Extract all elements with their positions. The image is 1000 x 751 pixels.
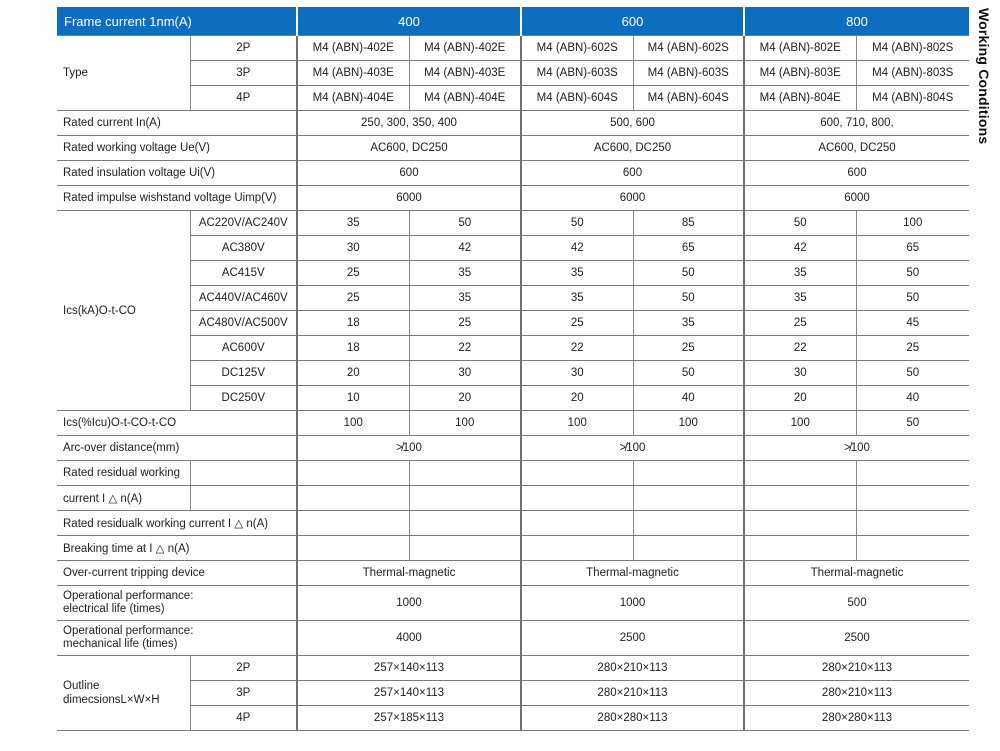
- type-row: [57, 86, 969, 111]
- value-cell: 35: [521, 261, 633, 286]
- value-cell: 40: [633, 386, 744, 411]
- value-cell: 2500: [521, 621, 744, 656]
- voltage-label: AC480V/AC500V: [190, 311, 297, 336]
- pole-label: 4P: [190, 86, 297, 111]
- value-cell: 22: [409, 336, 521, 361]
- mechanical-life-label: [57, 621, 297, 656]
- value-cell: AC600, DC250: [297, 136, 521, 161]
- value-cell: 42: [409, 236, 521, 261]
- value-cell: 30: [409, 361, 521, 386]
- model-cell: M4 (ABN)-403E: [409, 61, 521, 86]
- value-cell: AC600, DC250: [744, 136, 969, 161]
- voltage-label: AC440V/AC460V: [190, 286, 297, 311]
- model-cell: M4 (ABN)-402E: [297, 36, 409, 61]
- empty-cell: [633, 461, 744, 486]
- value-cell: 100: [633, 411, 744, 436]
- empty-cell: [521, 536, 633, 561]
- working-voltage-label: Rated working voltage Ue(V): [57, 136, 297, 161]
- value-cell: 100: [409, 411, 521, 436]
- working-voltage-row: [57, 136, 969, 161]
- outline-label-line1: Outline: [63, 680, 100, 692]
- pole-label: 3P: [190, 681, 297, 706]
- residual-label: current I △ n(A): [57, 486, 190, 511]
- empty-cell: [297, 536, 409, 561]
- model-cell: M4 (ABN)-803E: [744, 61, 856, 86]
- value-cell: 6000: [297, 186, 521, 211]
- breaking-time-label: Breaking time at I △ n(A): [57, 536, 297, 561]
- value-cell: 50: [856, 261, 969, 286]
- empty-cell: [744, 511, 856, 536]
- model-cell: M4 (ABN)-604S: [633, 86, 744, 111]
- ics-row: [57, 336, 969, 361]
- section-title-working-conditions: Working Conditions: [976, 8, 992, 145]
- frame-800-header: 800: [744, 7, 969, 36]
- residual-row: [57, 486, 969, 511]
- value-cell: 50: [856, 411, 969, 436]
- value-cell: 600: [521, 161, 744, 186]
- value-cell: 600: [297, 161, 521, 186]
- value-cell: 6000: [521, 186, 744, 211]
- value-cell: 257×185×113: [297, 706, 521, 731]
- type-row: [57, 36, 969, 61]
- empty-cell: [633, 486, 744, 511]
- arc-over-row: [57, 436, 969, 461]
- value-cell: 500, 600: [521, 111, 744, 136]
- voltage-label: DC250V: [190, 386, 297, 411]
- tripping-row: [57, 561, 969, 586]
- value-cell: 4000: [297, 621, 521, 656]
- value-cell: 20: [521, 386, 633, 411]
- value-cell: 2500: [744, 621, 969, 656]
- model-cell: M4 (ABN)-803S: [856, 61, 969, 86]
- voltage-label: AC220V/AC240V: [190, 211, 297, 236]
- value-cell: 257×140×113: [297, 681, 521, 706]
- empty-cell: [409, 461, 521, 486]
- value-cell: 35: [744, 286, 856, 311]
- value-cell: 25: [409, 311, 521, 336]
- value-cell: 45: [856, 311, 969, 336]
- empty-cell: [744, 486, 856, 511]
- value-cell: 280×210×113: [744, 681, 969, 706]
- frame-current-label: Frame current 1nm(A): [57, 7, 297, 36]
- value-cell: 280×210×113: [521, 656, 744, 681]
- value-cell: 280×210×113: [744, 656, 969, 681]
- value-cell: 30: [521, 361, 633, 386]
- value-cell: 42: [521, 236, 633, 261]
- value-cell: 10: [297, 386, 409, 411]
- value-cell: 50: [409, 211, 521, 236]
- model-cell: M4 (ABN)-402E: [409, 36, 521, 61]
- value-cell: 250, 300, 350, 400: [297, 111, 521, 136]
- value-cell: 257×140×113: [297, 656, 521, 681]
- value-cell: 1000: [297, 586, 521, 621]
- value-cell: 65: [856, 236, 969, 261]
- model-cell: M4 (ABN)-603S: [633, 61, 744, 86]
- spec-table: [57, 7, 969, 731]
- value-cell: 25: [297, 286, 409, 311]
- rated-current-row: [57, 111, 969, 136]
- empty-cell: [744, 536, 856, 561]
- empty-cell: [521, 461, 633, 486]
- value-cell: 18: [297, 311, 409, 336]
- empty-cell: [409, 486, 521, 511]
- value-cell: 1000: [521, 586, 744, 621]
- value-cell: 20: [409, 386, 521, 411]
- mechanical-life-label-line2: mechanical life (times): [63, 638, 178, 650]
- value-cell: 25: [856, 336, 969, 361]
- impulse-voltage-row: [57, 186, 969, 211]
- breaking-time-row: [57, 536, 969, 561]
- outline-row: [57, 656, 969, 681]
- value-cell: 35: [409, 261, 521, 286]
- value-cell: 50: [633, 286, 744, 311]
- value-cell: 280×210×113: [521, 681, 744, 706]
- value-cell: 100: [297, 411, 409, 436]
- value-cell: 18: [297, 336, 409, 361]
- pole-label: 2P: [190, 36, 297, 61]
- value-cell: 25: [744, 311, 856, 336]
- value-cell: 50: [633, 261, 744, 286]
- model-cell: M4 (ABN)-802E: [744, 36, 856, 61]
- model-cell: M4 (ABN)-404E: [409, 86, 521, 111]
- value-cell: Thermal-magnetic: [297, 561, 521, 586]
- value-cell: 50: [744, 211, 856, 236]
- empty-cell: [190, 486, 297, 511]
- value-cell: Thermal-magnetic: [521, 561, 744, 586]
- residual-label: Rated residual working: [57, 461, 190, 486]
- value-cell: 20: [297, 361, 409, 386]
- pole-label: 4P: [190, 706, 297, 731]
- ics-row: [57, 311, 969, 336]
- ics-row: [57, 286, 969, 311]
- value-cell: 50: [633, 361, 744, 386]
- frame-600-header: 600: [521, 7, 744, 36]
- arc-over-label: Arc-over distance(mm): [57, 436, 297, 461]
- empty-cell: [190, 461, 297, 486]
- ics-label: Ics(kA)O-t-CO: [57, 211, 190, 411]
- value-cell: 20: [744, 386, 856, 411]
- impulse-voltage-label: Rated impulse wishstand voltage Uimp(V): [57, 186, 297, 211]
- outline-label: [57, 656, 190, 731]
- empty-cell: [856, 536, 969, 561]
- frame-400-header: 400: [297, 7, 521, 36]
- model-cell: M4 (ABN)-804E: [744, 86, 856, 111]
- rated-current-label: Rated current In(A): [57, 111, 297, 136]
- value-cell: 65: [633, 236, 744, 261]
- value-cell: 50: [521, 211, 633, 236]
- voltage-label: DC125V: [190, 361, 297, 386]
- value-cell: 22: [521, 336, 633, 361]
- value-cell: 600, 710, 800,: [744, 111, 969, 136]
- type-label: Type: [57, 36, 190, 111]
- ics-row: [57, 386, 969, 411]
- empty-cell: [856, 486, 969, 511]
- model-cell: M4 (ABN)-404E: [297, 86, 409, 111]
- value-cell: 280×280×113: [744, 706, 969, 731]
- outline-row: [57, 706, 969, 731]
- voltage-label: AC380V: [190, 236, 297, 261]
- empty-cell: [297, 486, 409, 511]
- residual-label: Rated residualk working current I △ n(A): [57, 511, 297, 536]
- model-cell: M4 (ABN)-403E: [297, 61, 409, 86]
- value-cell: 600: [744, 161, 969, 186]
- electrical-life-row: [57, 586, 969, 621]
- model-cell: M4 (ABN)-602S: [633, 36, 744, 61]
- value-cell: 35: [744, 261, 856, 286]
- value-cell: 100: [521, 411, 633, 436]
- ics-pct-row: [57, 411, 969, 436]
- ics-row: [57, 211, 969, 236]
- value-cell: 25: [521, 311, 633, 336]
- value-cell: 50: [856, 361, 969, 386]
- value-cell: 30: [744, 361, 856, 386]
- insulation-voltage-label: Rated insulation voltage Ui(V): [57, 161, 297, 186]
- electrical-life-label-line2: electrical life (times): [63, 603, 165, 615]
- value-cell: 85: [633, 211, 744, 236]
- empty-cell: [297, 511, 409, 536]
- model-cell: M4 (ABN)-802S: [856, 36, 969, 61]
- model-cell: M4 (ABN)-804S: [856, 86, 969, 111]
- electrical-life-label: [57, 586, 297, 621]
- value-cell: 25: [633, 336, 744, 361]
- value-cell: 6000: [744, 186, 969, 211]
- residual-row: [57, 461, 969, 486]
- value-cell: 22: [744, 336, 856, 361]
- empty-cell: [409, 536, 521, 561]
- value-cell: 42: [744, 236, 856, 261]
- model-cell: M4 (ABN)-604S: [521, 86, 633, 111]
- empty-cell: [856, 511, 969, 536]
- model-cell: M4 (ABN)-602S: [521, 36, 633, 61]
- outline-row: [57, 681, 969, 706]
- mechanical-life-label-line1: Operational performance:: [63, 625, 194, 637]
- empty-cell: [297, 461, 409, 486]
- empty-cell: [521, 486, 633, 511]
- empty-cell: [744, 461, 856, 486]
- value-cell: ≯100: [744, 436, 969, 461]
- ics-row: [57, 261, 969, 286]
- empty-cell: [633, 536, 744, 561]
- ics-row: [57, 361, 969, 386]
- type-row: [57, 61, 969, 86]
- ics-pct-label: Ics(%Icu)O-t-CO-t-CO: [57, 411, 297, 436]
- value-cell: 35: [409, 286, 521, 311]
- value-cell: 100: [744, 411, 856, 436]
- value-cell: 30: [297, 236, 409, 261]
- voltage-label: AC600V: [190, 336, 297, 361]
- mechanical-life-row: [57, 621, 969, 656]
- empty-cell: [633, 511, 744, 536]
- value-cell: 500: [744, 586, 969, 621]
- value-cell: 50: [856, 286, 969, 311]
- pole-label: 3P: [190, 61, 297, 86]
- electrical-life-label-line1: Operational performance:: [63, 590, 194, 602]
- value-cell: ≯100: [521, 436, 744, 461]
- value-cell: 35: [633, 311, 744, 336]
- tripping-label: Over-current tripping device: [57, 561, 297, 586]
- value-cell: 35: [521, 286, 633, 311]
- value-cell: 35: [297, 211, 409, 236]
- insulation-voltage-row: [57, 161, 969, 186]
- value-cell: 280×280×113: [521, 706, 744, 731]
- residual-row: [57, 511, 969, 536]
- empty-cell: [856, 461, 969, 486]
- empty-cell: [409, 511, 521, 536]
- value-cell: AC600, DC250: [521, 136, 744, 161]
- value-cell: ≯100: [297, 436, 521, 461]
- value-cell: 25: [297, 261, 409, 286]
- value-cell: 40: [856, 386, 969, 411]
- outline-label-line2: dimecsionsL×W×H: [63, 694, 160, 706]
- value-cell: 100: [856, 211, 969, 236]
- header-row: [57, 7, 969, 36]
- empty-cell: [521, 511, 633, 536]
- model-cell: M4 (ABN)-603S: [521, 61, 633, 86]
- value-cell: Thermal-magnetic: [744, 561, 969, 586]
- ics-row: [57, 236, 969, 261]
- voltage-label: AC415V: [190, 261, 297, 286]
- pole-label: 2P: [190, 656, 297, 681]
